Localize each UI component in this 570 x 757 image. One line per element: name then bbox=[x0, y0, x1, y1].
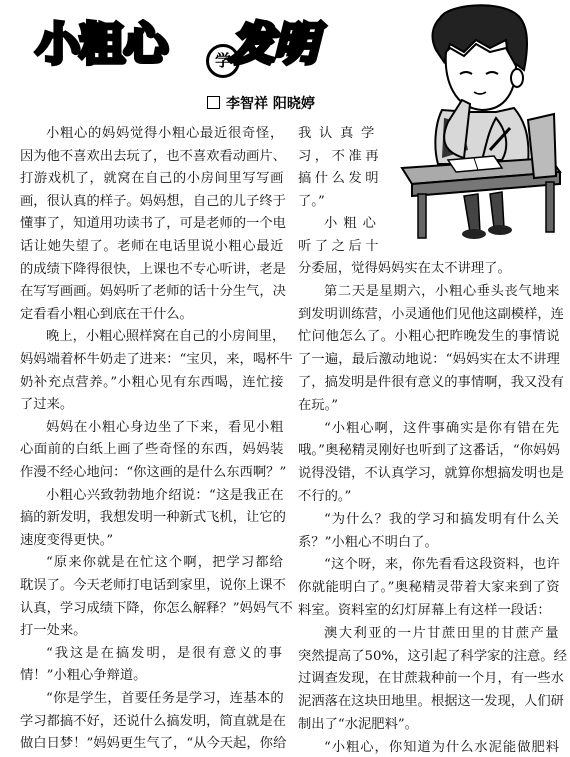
text-line: 突然提高了50%，这引起了科学家的注意。经 bbox=[298, 648, 567, 664]
text-line: “小粗心，你知道为什么水泥能做肥料 bbox=[324, 739, 560, 755]
text-line: 作漫不经心地问：“你这画的是什么东西啊？” bbox=[20, 465, 287, 480]
text-line: 妈妈端着杯牛奶走了进来：“宝贝，来，喝杯牛 bbox=[20, 352, 293, 367]
text-line: 不行的。” bbox=[298, 489, 352, 504]
text-line: 忙问他怎么了。小粗心把昨晚发生的事情说 bbox=[298, 329, 560, 345]
text-line: 心面前的白纸上画了些奇怪的东西，妈妈装 bbox=[20, 442, 284, 458]
text-line: 了。” bbox=[298, 193, 325, 209]
text-line: 在玩。” bbox=[298, 397, 339, 413]
text-line: 到发明训练营，小灵通他们见他这副模样，连 bbox=[298, 306, 564, 322]
text-line: 习，不准再 bbox=[298, 148, 382, 164]
text-line: “为什么？我的学习和搞发明有什么关 bbox=[324, 511, 560, 527]
author-names: 李智祥 阳晓婷 bbox=[226, 96, 315, 112]
square-bullet-icon bbox=[207, 96, 220, 109]
text-line: 过调查发现，在甘蔗栽种前一个月，有一些水 bbox=[298, 671, 564, 687]
text-line: 哦。”奥秘精灵刚好也听到了这番话，“你妈妈 bbox=[298, 443, 560, 459]
text-line: 第二天是星期六，小粗心垂头丧气地来 bbox=[324, 283, 560, 299]
text-line: 系？”小粗心不明白了。 bbox=[298, 534, 438, 550]
text-line: 小粗心 bbox=[324, 216, 382, 232]
text-line: 画，很认真的样子。妈妈想，自己的儿子终于 bbox=[20, 193, 286, 209]
text-line: 听了之后十 bbox=[298, 239, 382, 254]
text-line: 认真，学习成绩下降，你怎么解释？”妈妈气不 bbox=[20, 600, 293, 616]
text-line: 奶补充点营养。”小粗心见有东西喝，连忙接 bbox=[20, 374, 284, 390]
title-part-2: 发明 bbox=[230, 19, 318, 70]
text-line: “这个呀，来，你先看看这段资料，也许 bbox=[324, 557, 560, 573]
text-line: 你就能明白了。”奥秘精灵带着大家来到了资 bbox=[298, 580, 560, 596]
text-line: 料室。资料室的幻灯屏幕上有这样一段话： bbox=[298, 603, 551, 618]
text-line: 了一遍，最后激动地说：“妈妈实在太不讲理 bbox=[298, 352, 560, 368]
text-line: 分委屈，觉得妈妈实在太不讲理了。 bbox=[298, 261, 511, 276]
text-line: 我认真学 bbox=[298, 126, 382, 141]
text-line: “我这是在搞发明，是很有意义的事 bbox=[46, 645, 284, 661]
text-line: 学习都搞不好，还说什么搞发明，简直就是在 bbox=[20, 713, 286, 729]
article-title bbox=[34, 6, 364, 76]
text-line: 妈妈在小粗心身边坐了下来，看见小粗 bbox=[46, 419, 284, 435]
boy-at-desk-illustration bbox=[378, 0, 568, 240]
text-line: 打游戏机了，就窝在自己的小房间里写写画 bbox=[20, 171, 284, 187]
text-line: 情！”小粗心争辩道。 bbox=[20, 668, 147, 684]
text-line: 耽误了。今天老师打电话到家里，说你上课不 bbox=[20, 578, 286, 593]
text-line: 因为他不喜欢出去玩了，也不喜欢看动画片、 bbox=[20, 148, 286, 164]
text-line: “小粗心啊，这件事确实是你有错在先 bbox=[324, 420, 560, 436]
text-line: 小粗心兴致勃勃地介绍说：“这是我正在 bbox=[46, 487, 284, 503]
text-line: 做白日梦！”妈妈更生气了，“从今天起，你给 bbox=[20, 736, 287, 752]
text-line: 了过来。 bbox=[20, 397, 74, 413]
text-line: 搞什么发明 bbox=[298, 171, 382, 187]
text-line: 澳大利亚的一片甘蔗田里的甘蔗产量 bbox=[324, 625, 560, 641]
text-line: 晚上，小粗心照样窝在自己的小房间里， bbox=[46, 329, 286, 345]
text-line: 打一处来。 bbox=[20, 623, 87, 639]
text-line: 在写写画画。妈妈听了老师的话十分生气，决 bbox=[20, 284, 286, 300]
text-line: 说得没错，不认真学习，就算你想搞发明也是 bbox=[298, 466, 564, 482]
text-line: 懂事了，知道用功读书了，可是老师的一个电 bbox=[20, 216, 286, 232]
text-line: 速度变得更快。” bbox=[20, 532, 114, 548]
text-line: 制出了“水泥肥料”。 bbox=[298, 717, 418, 732]
text-line: 泥洒落在这块田地里。根据这一发现，人们研 bbox=[298, 694, 564, 710]
text-line: “你是学生，首要任务是学习，连基本的 bbox=[46, 691, 284, 706]
title-circle-character: 学 bbox=[206, 44, 240, 78]
text-line: “原来你就是在忙这个啊，把学习都给 bbox=[46, 555, 284, 571]
text-line: 搞的新发明，我想发明一种新式飞机，让它的 bbox=[20, 510, 286, 526]
text-line: 话让她失望了。老师在电话里说小粗心最近 bbox=[20, 239, 284, 254]
title-part-1: 小粗心 bbox=[36, 19, 168, 70]
text-line: 的成绩下降得很快，上课也不专心听讲，老是 bbox=[20, 261, 286, 277]
byline bbox=[207, 93, 315, 113]
text-line: 定看看小粗心到底在干什么。 bbox=[20, 306, 193, 322]
text-line: 小粗心的妈妈觉得小粗心最近很奇怪， bbox=[46, 126, 284, 141]
text-line: 了，搞发明是件很有意义的事情啊，我又没有 bbox=[298, 375, 564, 390]
